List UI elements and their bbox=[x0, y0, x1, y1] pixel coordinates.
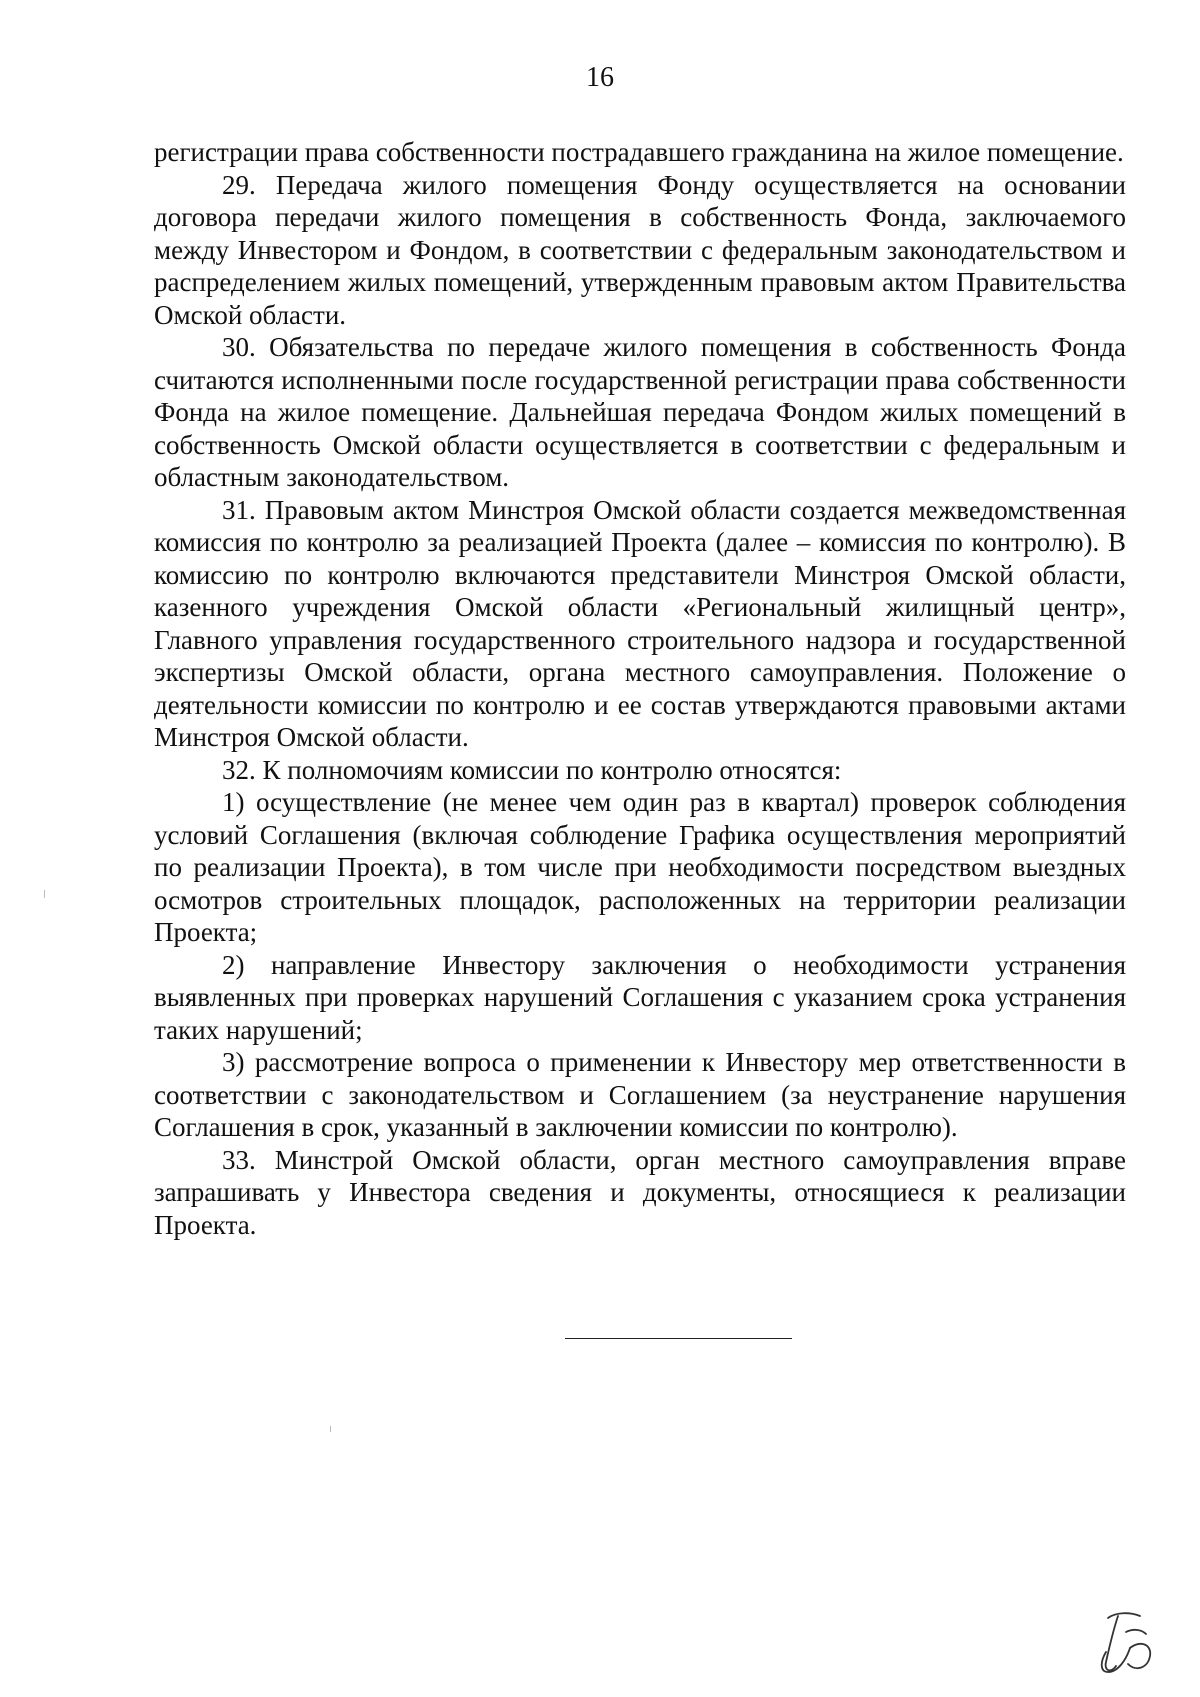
paragraph-32-item-1: 1) осуществление (не менее чем один раз в квартал) проверок соблюдения условий Соглашения (включая соблюдение Графика осуществления мероприятий по реализации Проекта), в том числе при необходимости посредством выездных осмотров строительных площадок, расположенных на территории реализации Проекта; bbox=[154, 787, 1126, 947]
paragraph-31: 31. Правовым актом Минстроя Омской области создается межведомственная комиссия по контролю за реализацией Проекта (далее – комиссия по контролю). В комиссию по контролю включаются представители Минстроя Омской области, казенного учреждения Омской области «Региональный жилищный центр», Главного управления государственного строительного надзора и государственной экспертизы Омской области, органа местного самоуправления. Положение о деятельности комиссии по контролю и ее состав утверждаются правовыми актами Минстроя Омской области. bbox=[154, 494, 1126, 752]
paragraph-continuation: регистрации права собственности пострадавшего гражданина на жилое помещение. bbox=[154, 137, 1124, 167]
document-body bbox=[154, 136, 1126, 1241]
paragraph-32-item-2: 2) направление Инвестору заключения о необходимости устранения выявленных при проверках нарушений Соглашения с указанием срока устранения таких нарушений; bbox=[154, 949, 1126, 1045]
paragraph-33: 33. Минстрой Омской области, орган местного самоуправления вправе запрашивать у Инвестора сведения и документы, относящиеся к реализации Проекта. bbox=[154, 1144, 1126, 1240]
scan-speck bbox=[330, 1426, 331, 1432]
scan-speck bbox=[44, 890, 45, 898]
paragraph-32-item-3: 3) рассмотрение вопроса о применении к Инвестору мер ответственности в соответствии с законодательством и Соглашением (за неустранение нарушения Соглашения в срок, указанный в заключении комиссии по контролю). bbox=[154, 1047, 1126, 1142]
paragraph-32: 32. К полномочиям комиссии по контролю относятся: bbox=[222, 754, 842, 785]
paragraph-29: 29. Передача жилого помещения Фонду осуществляется на основании договора передачи жилого помещения в собственность Фонда, заключаемого между Инвестором и Фондом, в соответствии с федеральным законодательством и распределением жилых помещений, утвержденным правовым актом Правительства Омской области. bbox=[154, 169, 1126, 330]
page-number: 16 bbox=[586, 62, 614, 93]
paragraph-30: 30. Обязательства по передаче жилого помещения в собственность Фонда считаются исполненными после государственной регистрации права собственности Фонда на жилое помещение. Дальнейшая передача Фондом жилых помещений в собственность Омской области осуществляется в соответствии с федеральным и областным законодательством. bbox=[154, 332, 1126, 492]
signature-initials-icon bbox=[1096, 1608, 1160, 1678]
end-divider-line bbox=[565, 1338, 792, 1339]
